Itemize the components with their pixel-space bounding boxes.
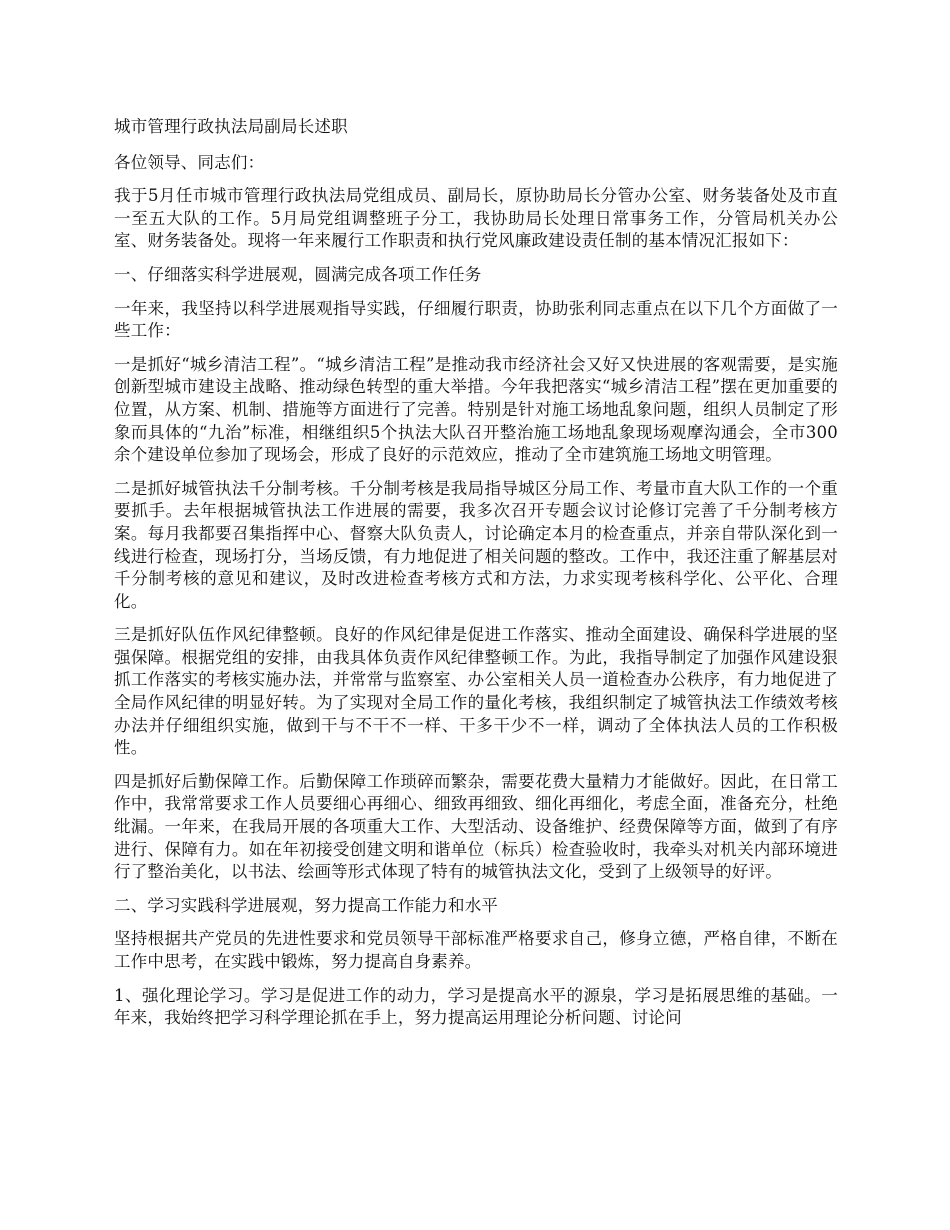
- salutation: 各位领导、同志们：: [114, 152, 265, 172]
- paragraph-study: 1、强化理论学习。学习是促进工作的动力，学习是提高水平的源泉，学习是拓展思维的基础。一年来，我始终把学习科学理论抓在手上，努力提高运用理论分析问题、讨论问: [114, 985, 838, 1028]
- section-heading-2: 二、学习实践科学进展观，努力提高工作能力和水平: [114, 895, 499, 915]
- paragraph-item-4: 四是抓好后勤保障工作。后勤保障工作琐碎而繁杂，需要花费大量精力才能做好。因此，在日常工作中，我常常要求工作人员要细心再细心、细致再细致、细化再细化，考虑全面，准备充分，杜绝纰漏。一年来，在我局开展的各项重大工作、大型活动、设备维护、经费保障等方面，做到了有序进行、保障有力。如在年初接受创建文明和谐单位（标兵）检查验收时，我牵头对机关内部环境进行了整治美化，以书法、绘画等形式体现了特有的城管执法文化，受到了上级领导的好评。: [114, 771, 838, 882]
- document-page: [114, 116, 838, 1041]
- paragraph-self-discipline: 坚持根据共产党员的先进性要求和党员领导干部标准严格要求自己，修身立德，严格自律，不断在工作中思考，在实践中锻炼，努力提高自身素养。: [114, 929, 838, 971]
- section-heading-1: 一、仔细落实科学进展观，圆满完成各项工作任务: [114, 264, 482, 284]
- paragraph-intro: 我于5月任市城市管理行政执法局党组成员、副局长，原协助局长分管办公室、财务装备处及市直一至五大队的工作。5月局党组调整班子分工，我协助局长处理日常事务工作，分管局机关办公室、财务装备处。现将一年来履行工作职责和执行党风廉政建设责任制的基本情况汇报如下：: [114, 186, 838, 251]
- paragraph-item-1: 一是抓好“城乡清洁工程”。“城乡清洁工程”是推动我市经济社会又好又快进展的客观需要，是实施创新型城市建设主战略、推动绿色转型的重大举措。今年我把落实“城乡清洁工程”摆在更加重要的位置，从方案、机制、措施等方面进行了完善。特别是针对施工场地乱象问题，组织人员制定了形象而具体的“九治”标准，相继组织5个执法大队召开整治施工场地乱象现场观摩沟通会，全市300余个建设单位参加了现场会，形成了良好的示范效应，推动了全市建筑施工场地文明管理。: [114, 354, 838, 465]
- document-title: 城市管理行政执法局副局长述职: [114, 117, 348, 136]
- paragraph-item-2: 二是抓好城管执法千分制考核。千分制考核是我局指导城区分局工作、考量市直大队工作的一个重要抓手。去年根据城管执法工作进展的需要，我多次召开专题会议讨论修订完善了千分制考核方案。每月我都要召集指挥中心、督察大队负责人，讨论确定本月的检查重点，并亲自带队深化到一线进行检查，现场打分，当场反馈，有力地促进了相关问题的整改。工作中，我还注重了解基层对千分制考核的意见和建议，及时改进检查考核方式和方法，力求实现考核科学化、公平化、合理化。: [114, 478, 838, 611]
- paragraph-item-3: 三是抓好队伍作风纪律整顿。良好的作风纪律是促进工作落实、推动全面建设、确保科学进展的坚强保障。根据党组的安排，由我具体负责作风纪律整顿工作。为此，我指导制定了加强作风建设狠抓工作落实的考核实施办法，并常常与监察室、办公室相关人员一道检查办公秩序，有力地促进了全局作风纪律的明显好转。为了实现对全局工作的量化考核，我组织制定了城管执法工作绩效考核办法并仔细组织实施，做到干与不干不一样、干多干少不一样，调动了全体执法人员的工作积极性。: [114, 625, 838, 758]
- paragraph-overview: 一年来，我坚持以科学进展观指导实践，仔细履行职责，协助张利同志重点在以下几个方面做了一些工作：: [114, 298, 838, 341]
